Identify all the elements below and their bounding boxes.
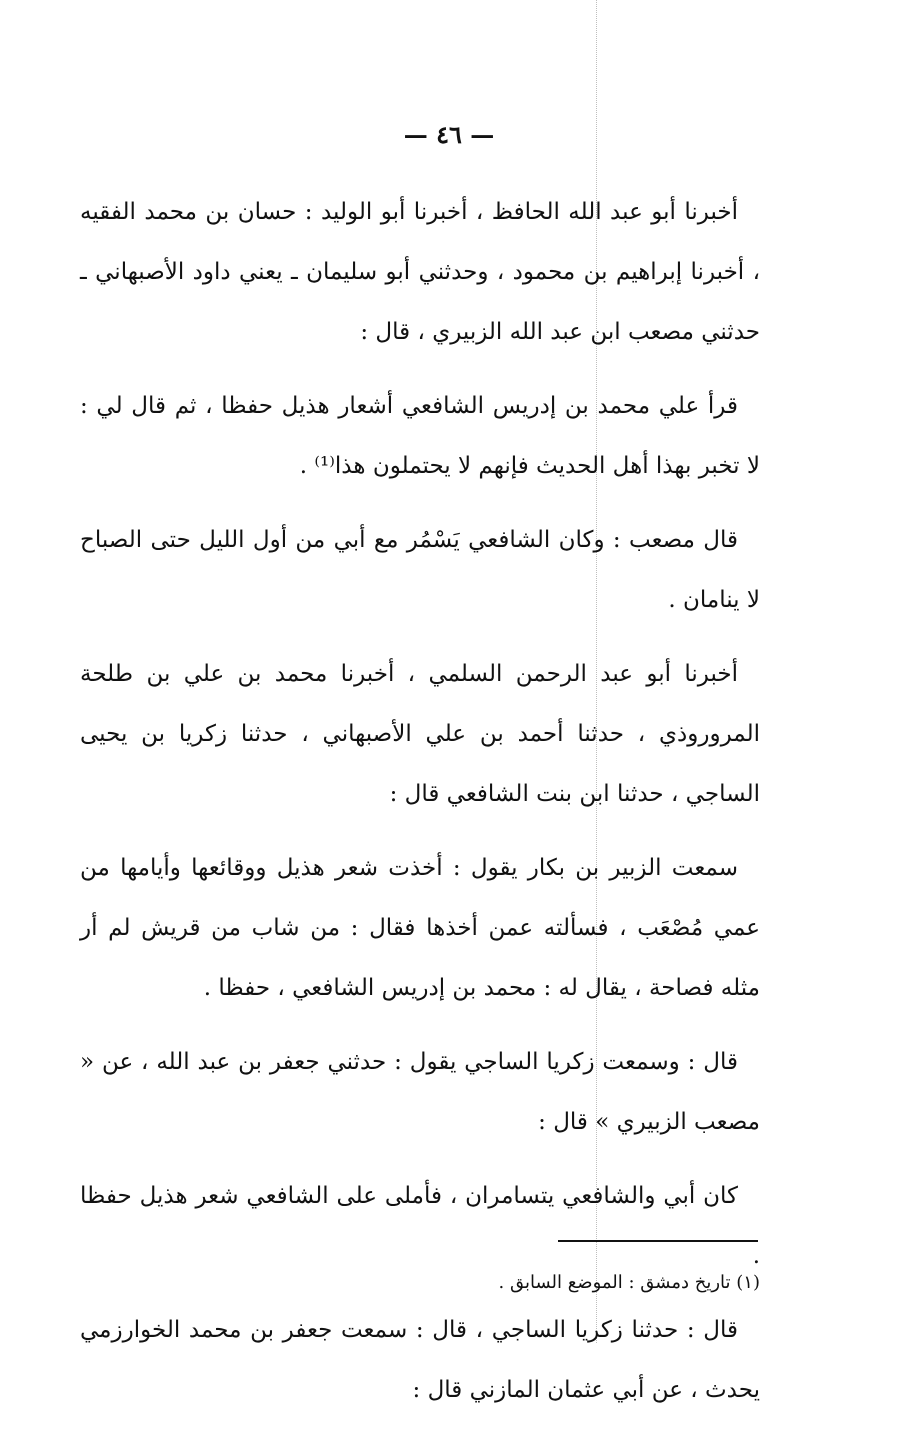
- footnote-separator: [558, 1240, 758, 1242]
- paragraph: قال : وسمعت زكريا الساجي يقول : حدثني جعفر بن عبد الله ، عن « مصعب الزبيري » قال :: [80, 1049, 760, 1135]
- paragraph: أخبرنا أبو عبد الرحمن السلمي ، أخبرنا محمد بن علي بن طلحة المروروذي ، حدثنا أحمد بن علي الأصبهاني ، حدثنا زكريا بن يحيى الساجي ، حدثنا ابن بنت الشافعي قال :: [80, 661, 760, 807]
- paragraph: قال مصعب : وكان الشافعي يَسْمُر مع أبي من أول الليل حتى الصباح لا ينامان .: [80, 527, 760, 613]
- paragraph: أخبرنا أبو عبد الله الحافظ ، أخبرنا أبو الوليد : حسان بن محمد الفقيه ، أخبرنا إبراهيم بن محمود ، وحدثني أبو سليمان ـ يعني داود الأصبهاني ـ حدثني مصعب ابن عبد الله الزبيري ، قال :: [80, 199, 760, 345]
- page-number: — ٤٦ —: [403, 120, 495, 149]
- main-text: [80, 182, 760, 1434]
- paragraph: كان أبي والشافعي يتسامران ، فأملى على الشافعي شعر هذيل حفظا .: [80, 1183, 760, 1269]
- paragraph: سمعت الزبير بن بكار يقول : أخذت شعر هذيل ووقائعها وأيامها من عمي مُصْعَب ، فسألته عمن أخذها فقال : من شاب من قريش لم أر مثله فصاحة ، يقال له : محمد بن إدريس الشافعي ، حفظا .: [80, 855, 760, 1001]
- paragraph: قرأ علي محمد بن إدريس الشافعي أشعار هذيل حفظا ، ثم قال لي : لا تخبر بهذا أهل الحديث فإنهم لا يحتملون هذا⁽¹⁾ .: [80, 393, 760, 479]
- paragraph: قال : حدثنا زكريا الساجي ، قال : سمعت جعفر بن محمد الخوارزمي يحدث ، عن أبي عثمان المازني قال :: [80, 1317, 760, 1403]
- footnote: (١) تاريخ دمشق : الموضع السابق .: [498, 1272, 760, 1293]
